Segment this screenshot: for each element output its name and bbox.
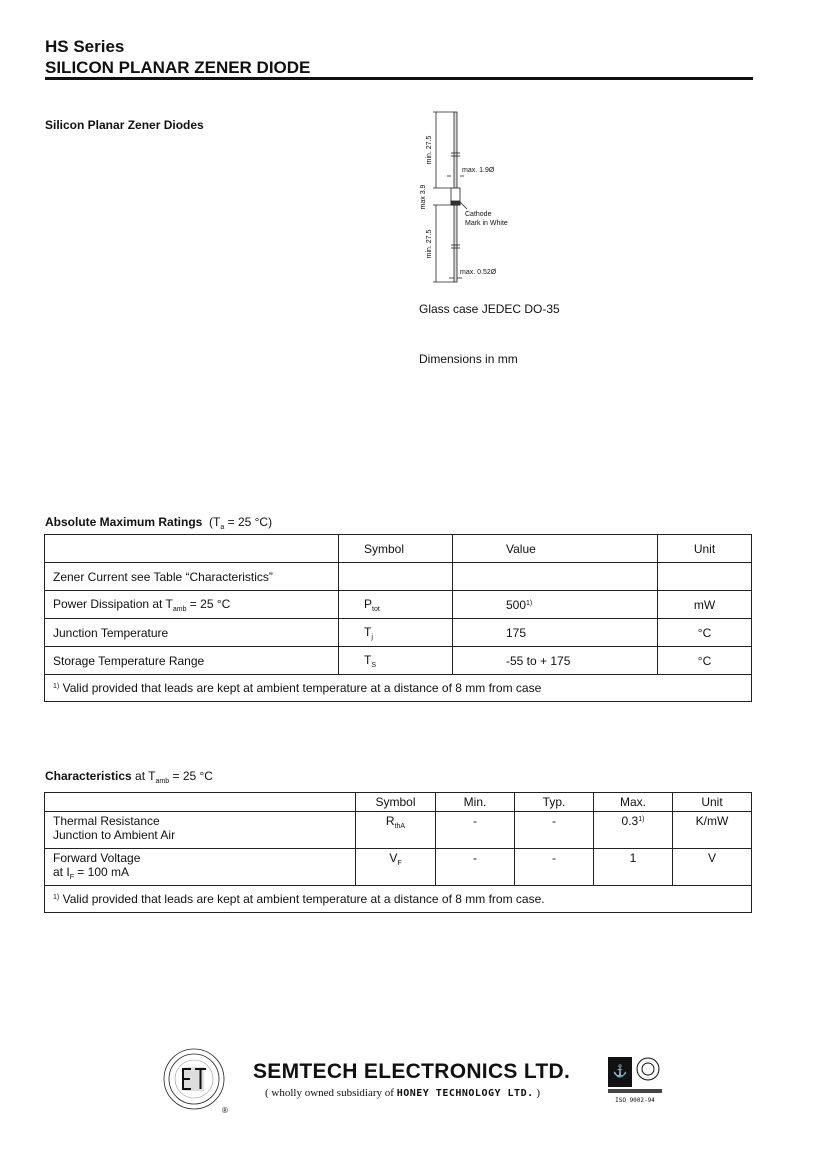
units-caption: Dimensions in mm xyxy=(419,352,518,366)
lead-diameter-label: max. 0.52Ø xyxy=(460,269,497,276)
cathode-label-1: Cathode xyxy=(465,211,492,218)
svg-text:⚓: ⚓ xyxy=(612,1064,628,1078)
title-underline xyxy=(45,77,753,80)
table-footnote-row: $^{1)}$ Valid provided that leads are kept at ambient temperature at a distance of 8 mm from case. xyxy=(45,886,752,913)
subsidiary-line: ( wholly owned subsidiary of HONEY TECHNOLOGY LTD. ) xyxy=(265,1087,541,1099)
company-name: SEMTECH ELECTRONICS LTD. xyxy=(253,1060,571,1083)
lead-bottom-dimension: min. 27.5 xyxy=(426,229,433,259)
characteristics-table xyxy=(44,792,752,913)
svg-text:®: ® xyxy=(222,1106,228,1115)
lead-top-dimension: min. 27.5 xyxy=(426,135,433,165)
body-length-dimension: max 3.9 xyxy=(420,184,427,210)
body-diameter-label: max. 1.9Ø xyxy=(462,167,495,174)
svg-text:ISO 9002-94: ISO 9002-94 xyxy=(615,1097,655,1104)
table-row: Junction Temperature $T_j$ 175 °C xyxy=(45,619,752,647)
characteristics-heading: Characteristics at $T_{amb} = 25$ °C xyxy=(45,769,213,785)
page-title: SILICON PLANAR ZENER DIODE xyxy=(45,58,311,77)
table-row: Zener Current see Table “Characteristics” xyxy=(45,563,752,591)
case-caption: Glass case JEDEC DO-35 xyxy=(419,302,560,316)
table-row: Power Dissipation at $T_{amb} = 25$ °C $P_{tot}$ 500$^{1)}$ mW xyxy=(45,591,752,619)
ratings-heading: Absolute Maximum Ratings ($T_a = 25$ °C) xyxy=(45,515,273,531)
iso-certification-icon xyxy=(606,1055,664,1105)
cathode-label-2: Mark in White xyxy=(465,220,508,227)
ratings-table xyxy=(44,534,752,702)
table-row: Thermal Resistance Junction to Ambient Air $R_{thA}$ - - 0.3$^{1)}$ K/mW xyxy=(45,812,752,849)
table-header-row: Symbol Value Unit xyxy=(45,535,752,563)
series-name: HS Series xyxy=(45,37,125,56)
table-footnote-row: $^{1)}$ Valid provided that leads are kept at ambient temperature at a distance of 8 mm from case xyxy=(45,675,752,702)
package-outline-diagram xyxy=(415,110,555,285)
semtech-logo-icon xyxy=(162,1047,230,1115)
table-header-row: Symbol Min. Typ. Max. Unit xyxy=(45,793,752,812)
subtitle: Silicon Planar Zener Diodes xyxy=(45,118,204,132)
table-row: Forward Voltage at $I_F = 100$ mA $V_F$ - - 1 V xyxy=(45,849,752,886)
table-row: Storage Temperature Range $T_S$ -55 to + 175 °C xyxy=(45,647,752,675)
